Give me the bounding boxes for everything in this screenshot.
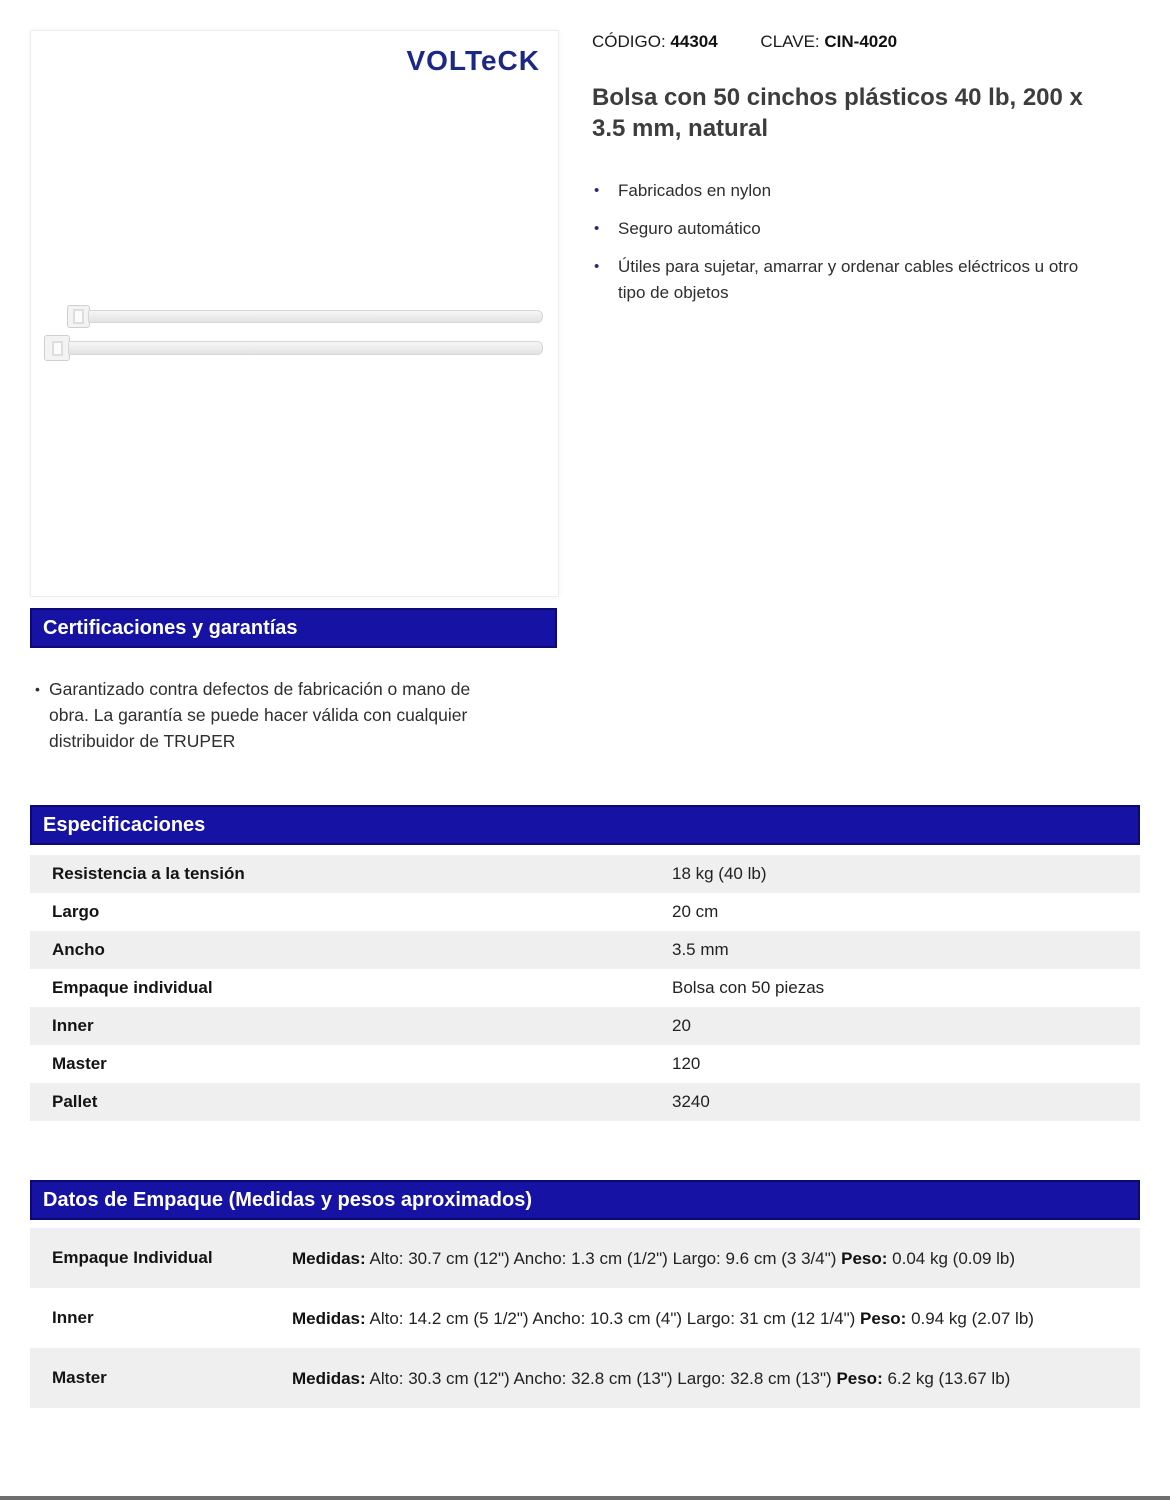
packaging-description: Medidas: Alto: 30.3 cm (12") Ancho: 32.8 cm (13") Largo: 32.8 cm (13") Peso: 6.2 kg (13.67 lb) bbox=[292, 1368, 1011, 1388]
volteck-logo: VOLTeCK bbox=[406, 45, 540, 76]
list-item: • Seguro automático bbox=[594, 216, 1134, 242]
cable-tie-slot bbox=[52, 341, 63, 356]
specifications-header: Especificaciones bbox=[30, 805, 1140, 845]
bullet-icon: • bbox=[594, 220, 600, 237]
bullet-icon: • bbox=[35, 681, 40, 697]
cable-tie-slot bbox=[73, 309, 84, 324]
table-row: Master Medidas: Alto: 30.3 cm (12") Ancho: 32.8 cm (13") Largo: 32.8 cm (13") Peso: 6.2 kg (13.67 lb) bbox=[30, 1348, 1140, 1408]
table-row: Empaque Individual Medidas: Alto: 30.7 cm (12") Ancho: 1.3 cm (1/2") Largo: 9.6 cm (3 3/4") Peso: 0.04 kg (0.09 lb) bbox=[30, 1228, 1140, 1288]
footer-divider bbox=[0, 1496, 1170, 1500]
cable-tie-band bbox=[68, 341, 543, 355]
packaging-header: Datos de Empaque (Medidas y pesos aproximados) bbox=[30, 1180, 1140, 1220]
cable-tie-head bbox=[44, 335, 70, 361]
packaging-description: Medidas: Alto: 14.2 cm (5 1/2") Ancho: 10.3 cm (4") Largo: 31 cm (12 1/4") Peso: 0.94 kg (2.07 lb) bbox=[292, 1308, 1034, 1328]
product-image-box bbox=[30, 30, 559, 597]
page-title: Bolsa con 50 cinchos plásticos 40 lb, 200 x 3.5 mm, natural bbox=[592, 84, 1083, 142]
cable-tie-head bbox=[67, 305, 90, 328]
bullet-icon: • bbox=[594, 258, 600, 275]
bullet-icon: • bbox=[594, 182, 600, 199]
table-row: Master 120 bbox=[52, 1054, 701, 1073]
product-codes bbox=[592, 32, 897, 52]
packaging-description: Medidas: Alto: 30.7 cm (12") Ancho: 1.3 cm (1/2") Largo: 9.6 cm (3 3/4") Peso: 0.04 kg (0.09 lb) bbox=[292, 1248, 1016, 1268]
table-row: Inner Medidas: Alto: 14.2 cm (5 1/2") Ancho: 10.3 cm (4") Largo: 31 cm (12 1/4") Peso: 0.94 kg (2.07 lb) bbox=[30, 1288, 1140, 1348]
list-item: • Fabricados en nylon bbox=[594, 178, 1134, 204]
certifications-header: Certificaciones y garantías bbox=[30, 608, 557, 648]
table-row: Pallet 3240 bbox=[30, 1083, 1140, 1121]
table-row: Ancho 3.5 mm bbox=[30, 931, 1140, 969]
feature-list bbox=[594, 178, 1134, 318]
table-row: Inner 20 bbox=[30, 1007, 1140, 1045]
packaging-table bbox=[30, 1228, 1140, 1408]
specifications-table bbox=[30, 855, 1140, 1121]
clave-value: CIN-4020 bbox=[824, 32, 898, 51]
list-item: • Útiles para sujetar, amarrar y ordenar cables eléctricos u otro tipo de objetos bbox=[594, 254, 1134, 306]
codigo-label: CÓDIGO: bbox=[592, 32, 666, 51]
table-row: Empaque individual Bolsa con 50 piezas bbox=[52, 978, 825, 997]
cable-tie-band bbox=[88, 310, 543, 323]
clave-label: CLAVE: bbox=[760, 32, 820, 51]
certifications-bullet: • Garantizado contra defectos de fabricación o mano de obra. La garantía se puede hacer válida con cualquier distribuidor de TRUPER bbox=[35, 676, 475, 754]
codigo-value: 44304 bbox=[670, 32, 718, 51]
table-row: Largo 20 cm bbox=[52, 902, 719, 921]
table-row: Resistencia a la tensión 18 kg (40 lb) bbox=[30, 855, 1140, 893]
